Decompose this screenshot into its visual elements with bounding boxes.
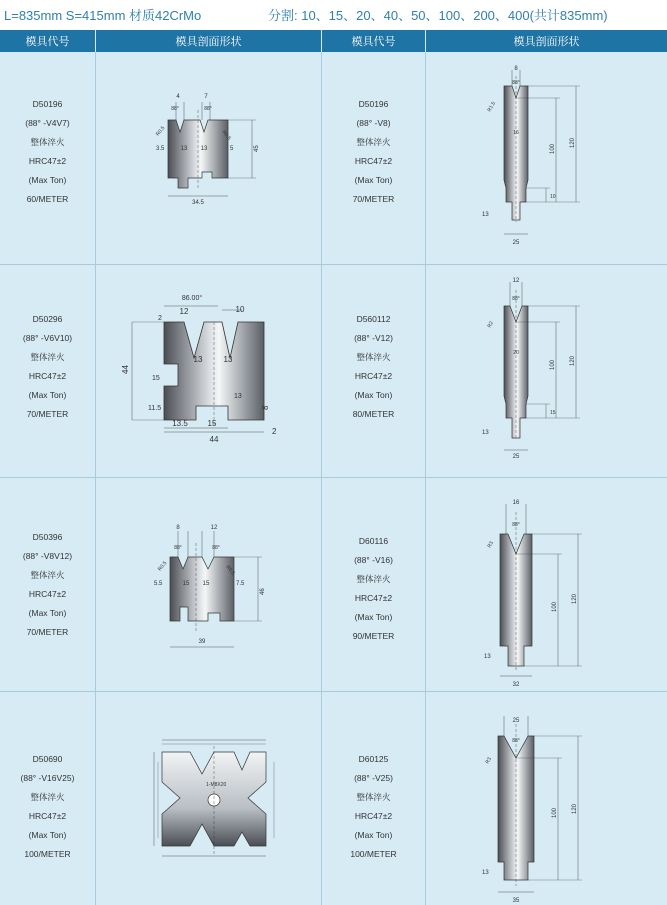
dim-height-1: 100	[552, 601, 558, 612]
grid-hline	[0, 477, 667, 478]
dim-v2: 7	[204, 94, 208, 100]
die-code: D50296	[32, 314, 63, 324]
dim-side-2: 5	[230, 146, 234, 152]
profile-drawing-d560112	[470, 272, 610, 462]
dim-angle: 88°	[512, 738, 520, 744]
dim-v: 12	[512, 278, 520, 284]
die-ton-label: (Max Ton)	[28, 830, 67, 840]
title-bar	[0, 0, 667, 30]
die-hardening: 整体淬火	[30, 137, 65, 147]
die-spec-row1-left	[0, 95, 95, 209]
dim-height-1: 100	[552, 807, 558, 818]
dim-radius: 2	[158, 315, 162, 322]
die-tonnage: 70/METER	[352, 194, 395, 204]
dim-width-1: 13.5	[172, 419, 188, 428]
die-spec-row2-right	[322, 310, 425, 424]
dim-height-1: 100	[550, 359, 556, 370]
dim-center: 20	[513, 350, 519, 356]
die-code: D60116	[358, 536, 389, 546]
die-angle: (88° -V4V7)	[25, 118, 70, 128]
profile-drawing-d50396	[140, 505, 280, 665]
die-tonnage: 80/METER	[352, 409, 395, 419]
dim-center-2: 15	[202, 581, 210, 587]
die-ton-label: (Max Ton)	[28, 390, 67, 400]
dim-height: 44	[121, 365, 130, 374]
dim-angle: 88°	[512, 296, 520, 302]
dim-radius-2: R0.5	[224, 564, 236, 577]
column-header-code-2: 模具代号	[322, 30, 425, 52]
die-hardness: HRC47±2	[354, 593, 393, 603]
die-code: D60125	[358, 754, 389, 764]
die-spec-row1-right	[322, 95, 425, 209]
dim-radius-2: R0.5	[220, 129, 232, 142]
dim-side-1: 5.5	[154, 581, 163, 587]
dim-side-1: 3.5	[156, 146, 165, 152]
die-tonnage: 70/METER	[26, 409, 69, 419]
die-hardening: 整体淬火	[356, 574, 391, 584]
dim-v2: 10	[235, 305, 245, 314]
dim-height-2: 120	[572, 593, 578, 604]
die-code: D560112	[356, 314, 391, 324]
die-ton-label: (Max Ton)	[28, 608, 67, 618]
dim-width: 35	[512, 898, 520, 904]
dim-angle-1: 88°	[171, 106, 179, 112]
dim-radius: R3	[486, 540, 495, 549]
dim-width: 32	[512, 682, 520, 688]
dim-height-2: 120	[572, 803, 578, 814]
dim-v1: 12	[179, 307, 189, 316]
die-hardness: HRC47±2	[28, 811, 67, 821]
dim-height: 45	[254, 145, 260, 152]
die-hardening: 整体淬火	[356, 352, 391, 362]
dim-height-1: 100	[550, 143, 556, 154]
die-hardening: 整体淬火	[30, 570, 65, 580]
grid-hline	[0, 264, 667, 265]
dim-width-2: 15	[207, 419, 217, 428]
profile-drawing-d50296	[118, 282, 288, 452]
die-ton-label: (Max Ton)	[354, 175, 393, 185]
dim-width: 25	[512, 240, 520, 246]
column-header-profile-2: 模具剖面形状	[426, 30, 667, 52]
die-spec-row3-right	[322, 532, 425, 646]
profile-drawing-d50690	[140, 722, 290, 872]
column-header-profile: 模具剖面形状	[96, 30, 321, 52]
die-spec-row4-right	[322, 750, 425, 864]
dim-angle-1: 88°	[174, 545, 182, 551]
profile-drawing-d60116	[470, 490, 610, 690]
dim-radius-1: R0.5	[154, 125, 167, 138]
dim-tang: 13	[482, 212, 489, 218]
die-ton-label: (Max Ton)	[354, 390, 393, 400]
dim-angle-2: 88°	[212, 545, 220, 551]
die-hardness: HRC47±2	[28, 371, 67, 381]
dim-tang: 13	[482, 870, 489, 876]
dim-center-1: 13	[180, 146, 188, 152]
dim-v: 8	[514, 66, 518, 72]
grid-vline	[95, 52, 96, 905]
die-angle: (88° -V8V12)	[22, 551, 73, 561]
dim-radius-1: R0.5	[156, 560, 169, 573]
die-angle: (88° -V25)	[354, 773, 393, 783]
dim-center-2: 13	[200, 146, 208, 152]
die-tonnage: 60/METER	[26, 194, 69, 204]
die-hardness: HRC47±2	[354, 156, 393, 166]
die-hardening: 整体淬火	[30, 352, 65, 362]
dim-angle: 86.00°	[181, 295, 203, 302]
dim-angle-2: 88°	[204, 106, 212, 112]
dim-shoulder: 10	[550, 194, 556, 200]
dim-width: 39	[198, 639, 206, 645]
die-hardening: 整体淬火	[356, 792, 391, 802]
dim-step: 13	[234, 393, 242, 400]
die-hardening: 整体淬火	[30, 792, 65, 802]
dim-v: 16	[512, 500, 520, 506]
thread-callout: 1-M8X20	[206, 782, 227, 788]
die-hardness: HRC47±2	[28, 589, 67, 599]
dim-width: 44	[209, 435, 219, 444]
material-spec: L=835mm S=415mm 材质42CrMo	[4, 8, 202, 23]
die-tonnage: 70/METER	[26, 627, 69, 637]
dim-angle: 88°	[512, 522, 520, 528]
die-angle: (88° -V16)	[354, 555, 393, 565]
dim-radius: R2	[486, 320, 495, 329]
die-tonnage: 100/METER	[24, 849, 71, 859]
dim-angle: 88°	[512, 80, 520, 86]
die-tonnage: 90/METER	[352, 631, 395, 641]
dim-height-2: 120	[570, 355, 576, 366]
die-hardness: HRC47±2	[354, 371, 393, 381]
dim-width: 25	[512, 454, 520, 460]
dim-base: 11.5	[148, 405, 162, 412]
profile-drawing-d50196-v4v7	[140, 80, 280, 210]
dim-side-2: 7.5	[236, 581, 245, 587]
die-hardening: 整体淬火	[356, 137, 391, 147]
die-angle: (88° -V8)	[356, 118, 391, 128]
die-spec-row2-left	[0, 310, 95, 424]
die-code: D50690	[32, 754, 63, 764]
dim-v2: 12	[210, 525, 218, 531]
die-code: D50396	[32, 532, 63, 542]
dim-foot: 8	[261, 405, 270, 410]
dim-center: 16	[513, 130, 519, 136]
profile-drawing-d60125	[470, 706, 610, 905]
die-ton-label: (Max Ton)	[28, 175, 67, 185]
dim-width: 34.5	[192, 200, 204, 206]
die-spec-row4-left	[0, 750, 95, 864]
die-hardness: HRC47±2	[354, 811, 393, 821]
dim-radius: R3	[484, 756, 493, 765]
segment-lengths: 分割: 10、15、20、40、50、100、200、400(共计835mm)	[268, 8, 608, 23]
profile-drawing-d50196-v8	[470, 62, 610, 252]
dim-slot: 15	[152, 375, 160, 382]
dim-v1: 4	[176, 94, 180, 100]
die-hardness: HRC47±2	[28, 156, 67, 166]
die-angle: (88° -V6V10)	[22, 333, 73, 343]
dim-tang: 13	[482, 430, 489, 436]
dim-shoulder: 15	[550, 410, 556, 416]
dim-v1: 8	[176, 525, 180, 531]
dim-tang: 13	[484, 654, 491, 660]
column-header-code: 模具代号	[0, 30, 95, 52]
die-tonnage: 100/METER	[350, 849, 397, 859]
dim-radius: R1.5	[486, 100, 498, 113]
dim-center-1: 15	[182, 581, 190, 587]
die-ton-label: (Max Ton)	[354, 830, 393, 840]
dim-v: 25	[512, 718, 520, 724]
dim-height-2: 120	[570, 137, 576, 148]
die-code: D50196	[358, 99, 389, 109]
die-spec-row3-left	[0, 528, 95, 642]
dim-height: 46	[260, 588, 266, 595]
grid-hline	[0, 691, 667, 692]
die-code: D50196	[32, 99, 63, 109]
die-angle: (88° -V12)	[354, 333, 393, 343]
dim-center-2: 13	[223, 355, 233, 364]
die-angle: (88° -V16V25)	[20, 773, 75, 783]
dim-center-1: 13	[193, 355, 203, 364]
grid-vline	[425, 52, 426, 905]
dim-gap: 2	[272, 427, 277, 436]
die-ton-label: (Max Ton)	[354, 612, 393, 622]
